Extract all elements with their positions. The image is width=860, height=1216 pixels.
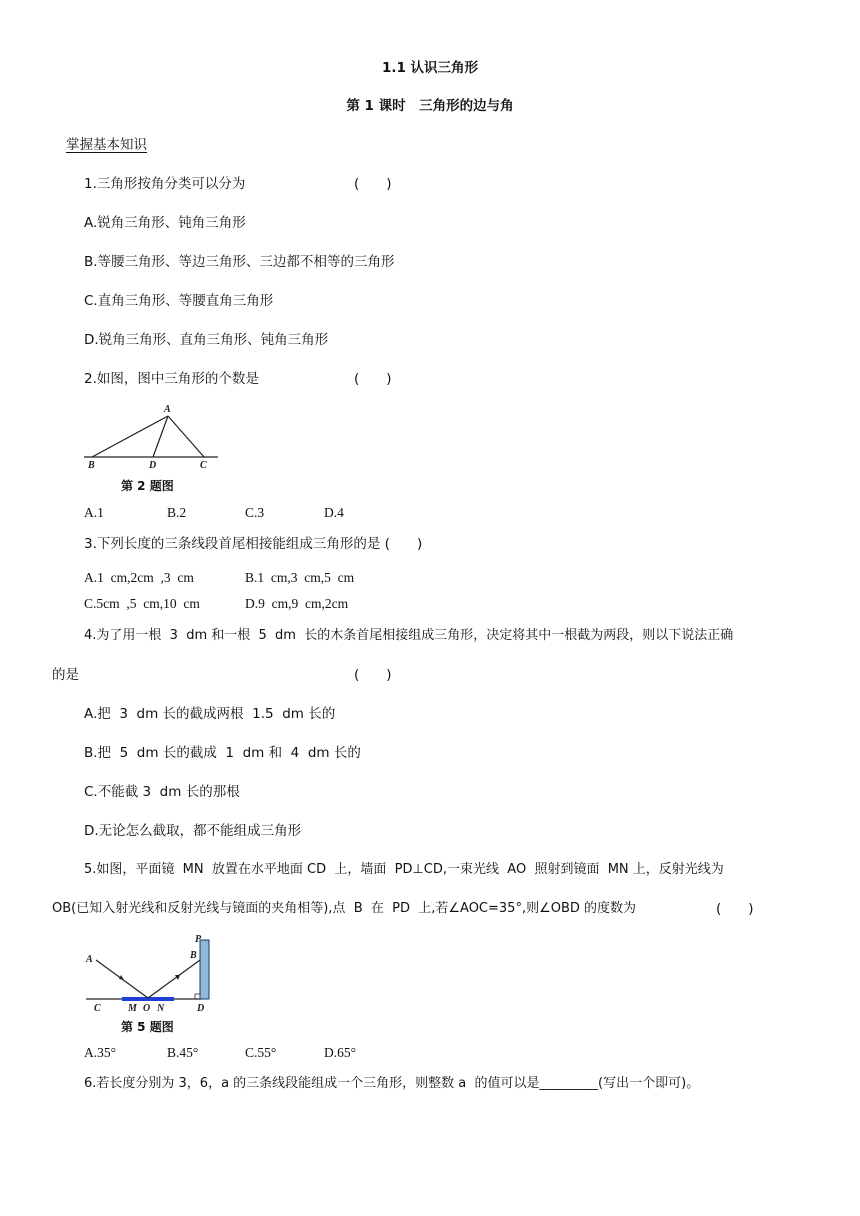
q5-right-angle-mark — [195, 994, 200, 999]
q2-answer-paren: ( ) — [354, 371, 392, 387]
page-title: 1.1 认识三角形 — [381, 60, 479, 76]
q3-option-d: D.9 cm,9 cm,2cm — [245, 596, 349, 611]
q2-label-d: D — [149, 460, 157, 471]
q5-stem-line-1: 5.如图，平面镜 MN 放置在水平地面 CD 上，墙面 PD⊥CD,一束光线 AO 照射到镜面 MN 上，反射光线为 — [84, 862, 724, 877]
q5-label-a: A — [86, 954, 93, 965]
q2-stem: 2.如图，图中三角形的个数是 — [84, 371, 259, 387]
q1-option-b: B.等腰三角形、等边三角形、三边都不相等的三角形 — [84, 254, 395, 270]
q4-answer-paren: ( ) — [354, 667, 392, 683]
q5-wall — [200, 940, 209, 999]
q2-triangle-figure — [80, 400, 230, 474]
q4-option-c: C.不能截 3 dm 长的那根 — [84, 784, 240, 800]
q5-stem-line-2: OB(已知入射光线和反射光线与镜面的夹角相等),点 B 在 PD 上,若∠AOC=35°,则∠OBD 的度数为 — [52, 901, 637, 916]
q5-label-n: N — [157, 1003, 165, 1014]
q5-option-c: C.55° — [245, 1045, 277, 1060]
q3-option-a: A.1 cm,2cm ,3 cm — [84, 570, 194, 585]
q1-option-d: D.锐角三角形、直角三角形、钝角三角形 — [84, 332, 329, 348]
q5-label-c: C — [94, 1003, 101, 1014]
q2-label-c: C — [200, 460, 207, 471]
q6-stem — [84, 1074, 699, 1094]
q2-side-ac — [168, 416, 204, 457]
q2-figure-caption: 第 2 题图 — [121, 479, 174, 493]
q5-figure-caption: 第 5 题图 — [121, 1020, 174, 1034]
q5-mirror-figure — [82, 932, 222, 1018]
q5-option-d: D.65° — [324, 1045, 357, 1060]
q4-option-a: A.把 3 dm 长的截成两根 1.5 dm 长的 — [84, 706, 336, 722]
q2-option-b: B.2 — [167, 505, 187, 520]
q4-option-d: D.无论怎么截取，都不能组成三角形 — [84, 823, 302, 839]
q2-label-a: A — [164, 404, 171, 415]
q2-option-d: D.4 — [324, 505, 344, 520]
q2-label-b: B — [88, 460, 95, 471]
q5-label-p: P — [195, 934, 202, 945]
q5-label-o: O — [143, 1003, 151, 1014]
q6-stem-suffix: (写出一个即可)。 — [598, 1076, 700, 1091]
q6-answer-blank[interactable]: _________ — [539, 1076, 599, 1091]
q5-label-m: M — [128, 1003, 137, 1014]
q2-option-c: C.3 — [245, 505, 265, 520]
q3-option-c: C.5cm ,5 cm,10 cm — [84, 596, 200, 611]
q5-label-b: B — [190, 950, 197, 961]
q4-stem-line-1: 4.为了用一根 3 dm 和一根 5 dm 长的木条首尾相接组成三角形，决定将其中一根截为两段，则以下说法正确 — [84, 628, 734, 643]
q3-option-b: B.1 cm,3 cm,5 cm — [245, 570, 355, 585]
q5-option-a: A.35° — [84, 1045, 117, 1060]
q2-segment-ad — [153, 416, 168, 457]
q5-option-b: B.45° — [167, 1045, 199, 1060]
q4-option-b: B.把 5 dm 长的截成 1 dm 和 4 dm 长的 — [84, 745, 361, 761]
q1-answer-paren: ( ) — [354, 176, 392, 192]
page-subtitle: 第 1 课时 三角形的边与角 — [346, 98, 514, 114]
q5-incident-arrow — [119, 975, 124, 980]
q1-stem: 1.三角形按角分类可以分为 — [84, 176, 246, 192]
q2-option-a: A.1 — [84, 505, 104, 520]
q6-stem-text: 6.若长度分别为 3，6，a 的三条线段能组成一个三角形，则整数 a 的值可以是 — [84, 1076, 540, 1091]
q5-label-d: D — [197, 1003, 205, 1014]
q1-option-a: A.锐角三角形、钝角三角形 — [84, 215, 246, 231]
q2-side-ab — [92, 416, 168, 457]
q3-stem: 3.下列长度的三条线段首尾相接能组成三角形的是 ( ) — [84, 536, 423, 552]
q4-stem-line-2: 的是 — [52, 667, 79, 683]
q5-answer-paren: ( ) — [716, 901, 754, 917]
section-title: 掌握基本知识 — [66, 137, 147, 153]
q1-option-c: C.直角三角形、等腰直角三角形 — [84, 293, 274, 309]
q5-reflected-ray — [148, 960, 200, 998]
